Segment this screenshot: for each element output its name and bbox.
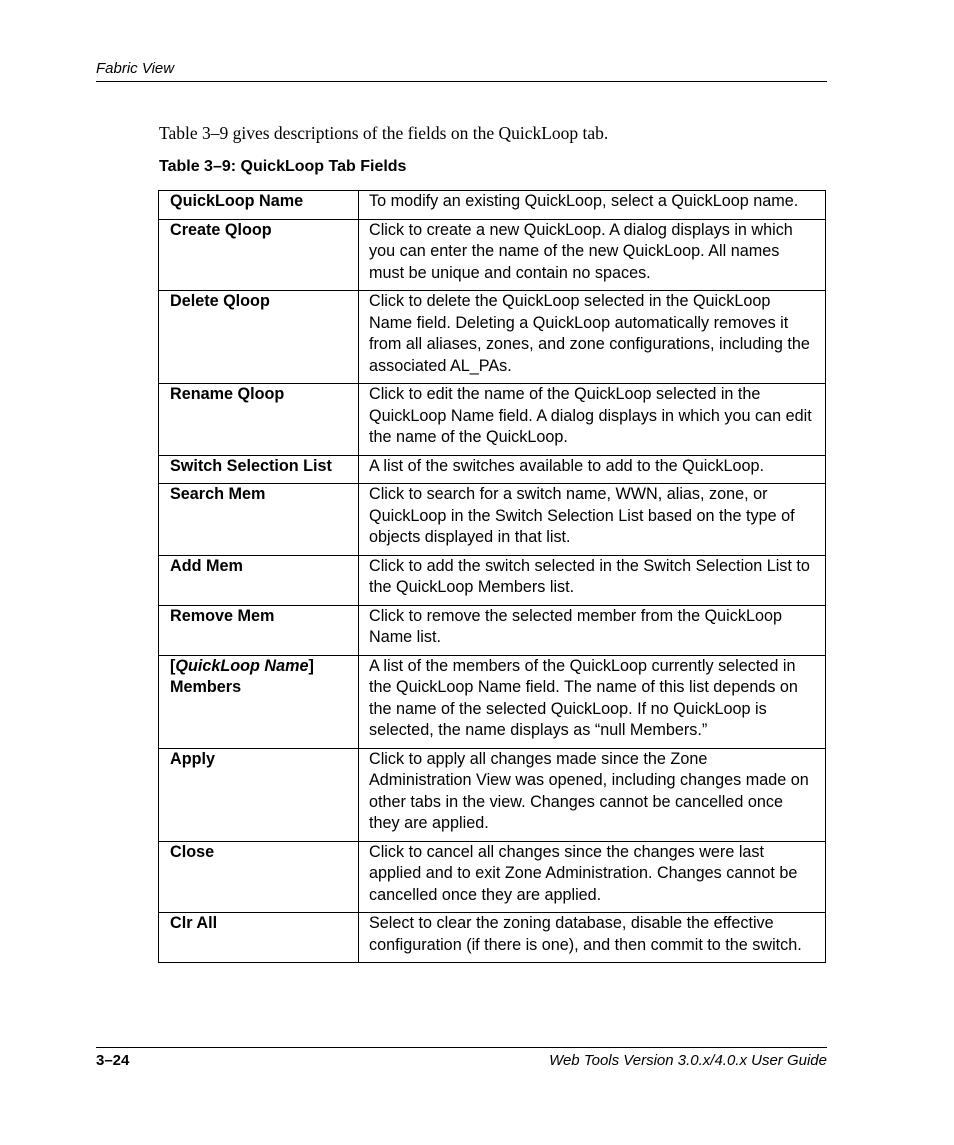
table-row bbox=[159, 191, 826, 220]
field-description: Click to cancel all changes since the changes were last applied and to exit Zone Administration. Changes cannot be cancelled once they are applied. bbox=[359, 841, 826, 913]
table-row bbox=[159, 384, 826, 456]
table-row bbox=[159, 841, 826, 913]
quickloop-fields-table bbox=[158, 190, 826, 963]
table-row bbox=[159, 484, 826, 556]
field-term: Add Mem bbox=[159, 555, 359, 605]
field-term: Close bbox=[159, 841, 359, 913]
table-row bbox=[159, 219, 826, 291]
field-term: Rename Qloop bbox=[159, 384, 359, 456]
field-description: Select to clear the zoning database, disable the effective configuration (if there is one), and then commit to the switch. bbox=[359, 913, 826, 963]
field-term: Apply bbox=[159, 748, 359, 841]
field-term: Clr All bbox=[159, 913, 359, 963]
page-number: 3–24 bbox=[96, 1052, 130, 1069]
intro-paragraph: Table 3–9 gives descriptions of the fields on the QuickLoop tab. bbox=[159, 123, 609, 143]
field-term: QuickLoop Name bbox=[159, 191, 359, 220]
footer-divider bbox=[96, 1047, 827, 1048]
table-caption: Table 3–9: QuickLoop Tab Fields bbox=[159, 158, 407, 175]
field-term: Delete Qloop bbox=[159, 291, 359, 384]
table-row bbox=[159, 555, 826, 605]
table-row bbox=[159, 913, 826, 963]
term-italic-name: QuickLoop Name bbox=[175, 656, 309, 675]
table-row bbox=[159, 748, 826, 841]
term-rest: Members bbox=[170, 678, 242, 696]
field-description: A list of the switches available to add to the QuickLoop. bbox=[359, 455, 826, 484]
field-description: A list of the members of the QuickLoop currently selected in the QuickLoop Name field. The name of this list depends on the name of the selected QuickLoop. If no QuickLoop is selected, the name displays as “null Members.” bbox=[359, 655, 826, 748]
field-term: Switch Selection List bbox=[159, 455, 359, 484]
field-description: To modify an existing QuickLoop, select a QuickLoop name. bbox=[359, 191, 826, 220]
field-term bbox=[159, 655, 359, 748]
field-description: Click to add the switch selected in the Switch Selection List to the QuickLoop Members list. bbox=[359, 555, 826, 605]
field-description: Click to edit the name of the QuickLoop selected in the QuickLoop Name field. A dialog displays in which you can edit the name of the QuickLoop. bbox=[359, 384, 826, 456]
term-bracket-close: ] bbox=[308, 656, 314, 675]
running-header: Fabric View bbox=[96, 60, 175, 77]
field-term: Create Qloop bbox=[159, 219, 359, 291]
running-footer-title: Web Tools Version 3.0.x/4.0.x User Guide bbox=[549, 1052, 827, 1069]
field-description: Click to remove the selected member from the QuickLoop Name list. bbox=[359, 605, 826, 655]
term-bracket-open: [ bbox=[170, 656, 176, 675]
field-term: Search Mem bbox=[159, 484, 359, 556]
table-row bbox=[159, 291, 826, 384]
table-row bbox=[159, 605, 826, 655]
field-description: Click to search for a switch name, WWN, alias, zone, or QuickLoop in the Switch Selection List based on the type of objects displayed in that list. bbox=[359, 484, 826, 556]
field-description: Click to delete the QuickLoop selected in the QuickLoop Name field. Deleting a QuickLoop automatically removes it from all aliases, zones, and zone configurations, including the associated AL_PAs. bbox=[359, 291, 826, 384]
field-description: Click to create a new QuickLoop. A dialog displays in which you can enter the name of the new QuickLoop. All names must be unique and contain no spaces. bbox=[359, 219, 826, 291]
table-row bbox=[159, 655, 826, 748]
table-row bbox=[159, 455, 826, 484]
header-divider bbox=[96, 81, 827, 82]
field-description: Click to apply all changes made since the Zone Administration View was opened, including changes made on other tabs in the view. Changes cannot be cancelled once they are applied. bbox=[359, 748, 826, 841]
field-term: Remove Mem bbox=[159, 605, 359, 655]
